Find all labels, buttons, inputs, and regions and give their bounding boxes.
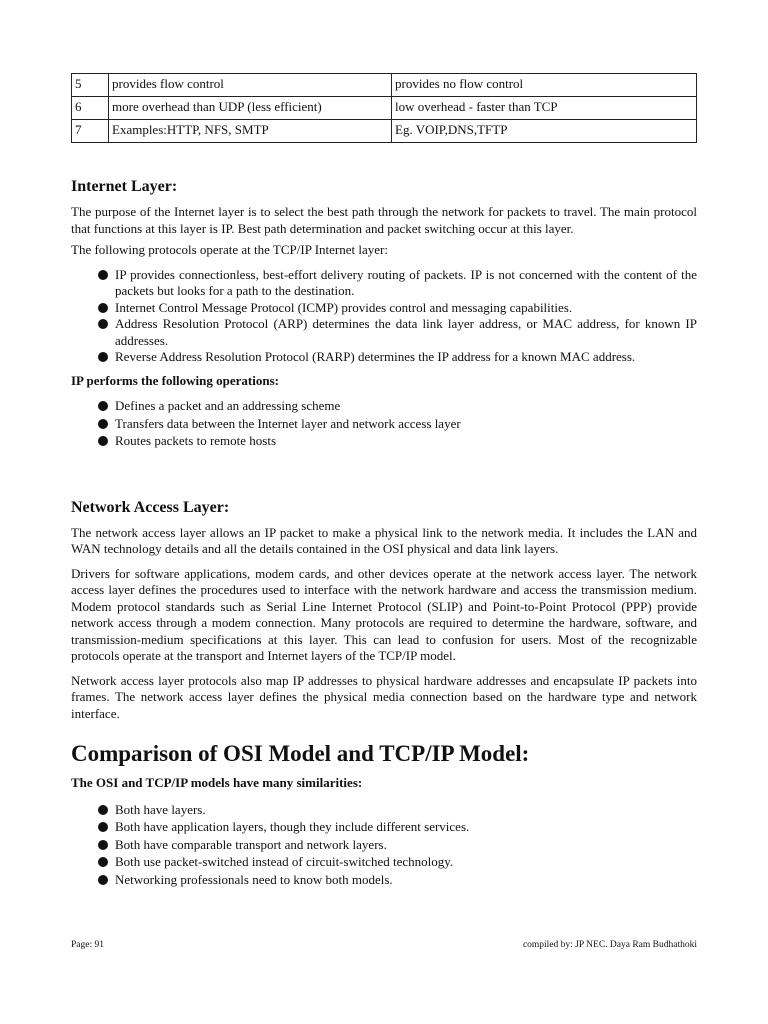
list-item-text: Networking professionals need to know both models.: [115, 871, 393, 887]
tcp-cell: more overhead than UDP (less efficient): [109, 97, 392, 120]
row-number: 5: [72, 74, 109, 97]
bullet-icon: [98, 857, 108, 867]
bullet-icon: [98, 352, 108, 362]
footer-credit: compiled by: JP NEC. Daya Ram Budhathoki: [522, 940, 697, 950]
page-number: Page: 91: [71, 940, 104, 950]
list-item-text: Defines a packet and an addressing scheme: [115, 398, 341, 413]
bullet-icon: [98, 319, 108, 329]
bullet-icon: [98, 401, 108, 411]
list-item-text: Routes packets to remote hosts: [115, 433, 277, 448]
bullet-icon: [98, 805, 108, 815]
row-number: 7: [72, 120, 109, 143]
similarities-list: [71, 802, 697, 889]
list-item-text: Both have comparable transport and network layers.: [115, 836, 387, 852]
network-access-heading: Network Access Layer:: [71, 498, 230, 516]
list-item-text: Transfers data between the Internet layer and network access layer: [115, 415, 461, 431]
list-item: [71, 854, 697, 871]
internet-paragraph-1: The purpose of the Internet layer is to select the best path through the network for packets to travel. The main protocol that functions at this layer is IP. Best path determination and packet switching occur at this layer.: [71, 204, 697, 236]
list-item: [71, 802, 697, 819]
list-item: [71, 398, 697, 415]
bullet-icon: [98, 840, 108, 850]
list-item-text: Internet Control Message Protocol (ICMP) provides control and messaging capabilities.: [115, 299, 573, 315]
list-item-text: IP provides connectionless, best-effort delivery routing of packets. IP is not concerned with the content of the packets but looks for a path to the destination.: [115, 266, 697, 298]
bullet-icon: [98, 822, 108, 832]
comparison-subheading: The OSI and TCP/IP models have many similarities:: [71, 775, 363, 790]
udp-cell: low overhead - faster than TCP: [392, 97, 697, 120]
udp-cell: provides no flow control: [392, 74, 697, 97]
internet-protocol-list: [71, 267, 697, 366]
list-item-text: Both use packet-switched instead of circuit-switched technology.: [115, 854, 454, 869]
bullet-icon: [98, 270, 108, 280]
tcp-cell: provides flow control: [109, 74, 392, 97]
ip-operations-list: [71, 398, 697, 450]
udp-cell: Eg. VOIP,DNS,TFTP: [392, 120, 697, 143]
list-item: [71, 433, 697, 450]
list-item: [71, 316, 697, 349]
network-access-paragraph-1: The network access layer allows an IP packet to make a physical link to the network media. It includes the LAN and WAN technology details and all the details contained in the OSI physical and data link layers.: [71, 524, 697, 556]
list-item-text: Reverse Address Resolution Protocol (RARP) determines the IP address for a known MAC address.: [115, 349, 636, 364]
bullet-icon: [98, 875, 108, 885]
table-row: [72, 120, 697, 143]
internet-layer-heading: Internet Layer:: [71, 178, 178, 195]
bullet-icon: [98, 436, 108, 446]
list-item-text: Both have layers.: [115, 801, 206, 817]
bullet-icon: [98, 303, 108, 313]
list-item: [71, 267, 697, 300]
table-row: [72, 97, 697, 120]
list-item: [71, 872, 697, 889]
tcp-cell: Examples:HTTP, NFS, SMTP: [109, 120, 392, 143]
bullet-icon: [98, 419, 108, 429]
table-row: [72, 74, 697, 97]
comparison-table: [71, 73, 697, 143]
document-page: [71, 73, 697, 888]
network-access-paragraph-3: Network access layer protocols also map IP addresses to physical hardware addresses and encapsulate IP packets into frames. The network access layer defines the physical media connection based on the hardware type and network interface.: [71, 672, 697, 721]
row-number: 6: [72, 97, 109, 120]
network-access-paragraph-2: Drivers for software applications, modem cards, and other devices operate at the network access layer. The network access layer defines the procedures used to interface with the network hardware and access the transmission medium. Modem protocol standards such as Serial Line Internet Protocol (SLIP) and Point-to-Point Protocol (PPP) provide network access through a modem connection. Many protocols are required to determine the hardware, software, and transmission-medium specifications at this layer. This can lead to confusion for users. Most of the recognizable protocols operate at the transport and Internet layers of the TCP/IP model.: [71, 565, 697, 663]
ip-operations-heading: IP performs the following operations:: [71, 372, 279, 388]
list-item: [71, 819, 697, 836]
list-item-text: Both have application layers, though they include different services.: [115, 819, 470, 834]
list-item: [71, 300, 697, 317]
list-item: [71, 349, 697, 366]
internet-paragraph-2: The following protocols operate at the TCP/IP Internet layer:: [71, 242, 388, 257]
comparison-heading: Comparison of OSI Model and TCP/IP Model:: [71, 741, 530, 766]
list-item: [71, 837, 697, 854]
list-item: [71, 416, 697, 433]
list-item-text: Address Resolution Protocol (ARP) determines the data link layer address, or MAC address, for known IP addresses.: [115, 316, 697, 348]
